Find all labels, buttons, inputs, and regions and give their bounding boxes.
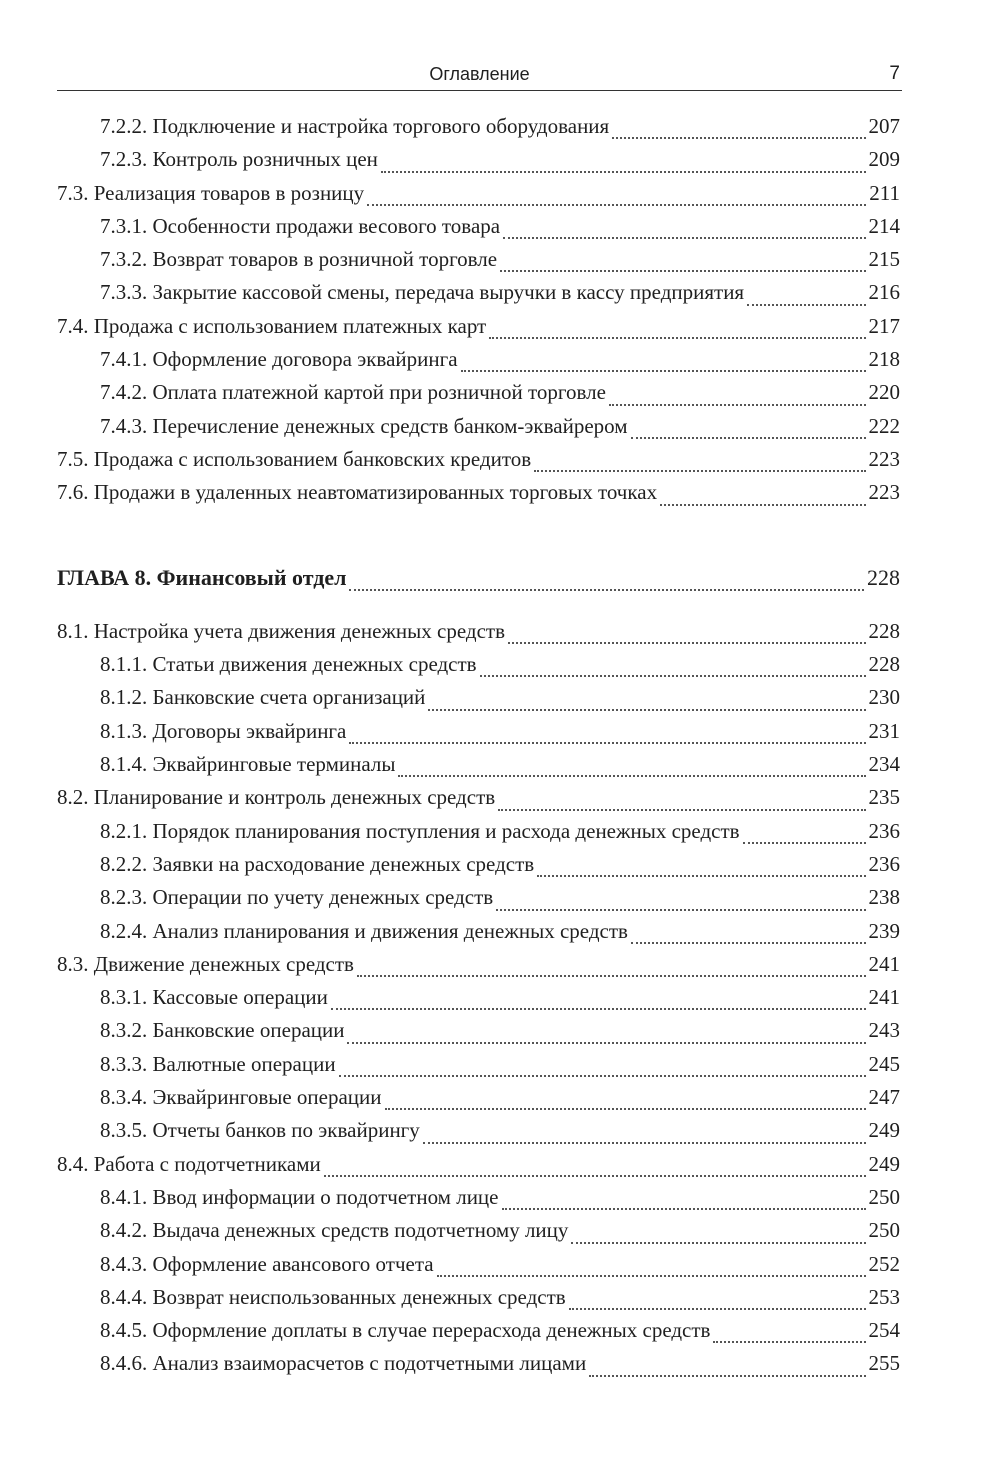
toc-entry-number: 7.6. xyxy=(57,480,89,505)
toc-entry-title xyxy=(100,144,378,174)
toc-entry-title xyxy=(100,411,628,441)
toc-entry-page: 234 xyxy=(868,752,900,777)
toc-entry[interactable] xyxy=(57,144,900,177)
toc-entry[interactable] xyxy=(57,477,900,510)
toc-entry[interactable] xyxy=(57,1182,900,1215)
toc-entry-title xyxy=(57,782,495,812)
toc-leader-dots xyxy=(612,117,865,139)
toc-entry[interactable] xyxy=(57,1115,900,1148)
toc-entry-page: 238 xyxy=(868,885,900,910)
toc-entry[interactable] xyxy=(57,244,900,277)
table-of-contents xyxy=(57,111,900,1382)
toc-entry-text: Ввод информации о подотчетном лице xyxy=(152,1184,499,1209)
toc-entry-number: 8.3.4. xyxy=(100,1085,148,1110)
toc-entry[interactable] xyxy=(57,211,900,244)
toc-entry-text: Эквайринговые операции xyxy=(152,1085,382,1110)
toc-entry-page: 228 xyxy=(868,652,900,677)
toc-leader-dots xyxy=(331,988,866,1010)
toc-entry-text: Подключение и настройка торгового оборудования xyxy=(152,114,610,138)
toc-entry-title xyxy=(100,649,477,679)
toc-leader-dots xyxy=(349,569,864,591)
toc-entry-page: 207 xyxy=(868,114,900,138)
toc-entry-number: 8.2.1. xyxy=(100,818,148,843)
toc-leader-dots xyxy=(743,822,866,844)
running-header xyxy=(57,60,902,91)
toc-entry-title xyxy=(100,1082,382,1112)
toc-entry-page: 247 xyxy=(868,1085,900,1110)
toc-entry-text: Продажа с использованием платежных карт xyxy=(93,313,487,338)
toc-entry-title xyxy=(57,444,531,474)
toc-entry-number: 7.3.3. xyxy=(100,280,148,305)
toc-entry-page: 245 xyxy=(868,1051,900,1076)
toc-entry-page: 223 xyxy=(868,446,900,471)
toc-entry-text: Возврат товаров в розничной торговле xyxy=(152,247,498,272)
toc-entry-text: Эквайринговые терминалы xyxy=(152,752,396,777)
toc-entry-number: 7.3. xyxy=(57,180,89,205)
toc-entry-title xyxy=(100,816,740,846)
toc-leader-dots xyxy=(571,1222,865,1244)
toc-entry-page: 230 xyxy=(868,685,900,710)
toc-leader-dots xyxy=(660,484,865,506)
toc-leader-dots xyxy=(713,1321,865,1343)
toc-entry-page: 222 xyxy=(868,413,900,438)
toc-entry[interactable] xyxy=(57,616,900,649)
toc-entry-title xyxy=(100,1215,568,1245)
toc-leader-dots xyxy=(385,1088,866,1110)
toc-entry[interactable] xyxy=(57,882,900,915)
toc-entry[interactable] xyxy=(57,749,900,782)
toc-entry[interactable] xyxy=(57,111,900,144)
toc-entry-title xyxy=(57,616,505,646)
toc-entry-page: 250 xyxy=(868,1184,900,1209)
header-title: Оглавление xyxy=(429,64,530,84)
toc-leader-dots xyxy=(357,955,866,977)
toc-leader-dots xyxy=(437,1255,866,1277)
toc-entry-text: Особенности продажи весового товара xyxy=(152,213,501,238)
toc-leader-dots xyxy=(589,1355,865,1377)
toc-entry-text: Банковские операции xyxy=(152,1018,345,1043)
toc-entry[interactable] xyxy=(57,311,900,344)
toc-section-7 xyxy=(57,111,900,511)
toc-leader-dots xyxy=(609,384,866,406)
toc-leader-dots xyxy=(502,1188,866,1210)
toc-leader-dots xyxy=(496,889,865,911)
toc-entry[interactable] xyxy=(57,1315,900,1348)
toc-entry-title xyxy=(100,377,606,407)
toc-entry-text: Продажа с использованием банковских кредитов xyxy=(93,446,532,471)
toc-entry-number: 8.3. xyxy=(57,951,89,976)
toc-entry-title xyxy=(100,1115,420,1145)
toc-entry-title xyxy=(100,849,534,879)
toc-entry-text: Выдача денежных средств подотчетному лицу xyxy=(152,1218,569,1243)
toc-entry-number: 7.4. xyxy=(57,313,89,338)
toc-leader-dots xyxy=(461,350,866,372)
toc-entry-title xyxy=(100,1015,344,1045)
toc-entry-number: 8.3.2. xyxy=(100,1018,148,1043)
toc-entry-text: Перечисление денежных средств банком-эквайрером xyxy=(152,413,628,438)
toc-entry-title xyxy=(100,244,497,274)
toc-entry[interactable] xyxy=(57,1249,900,1282)
toc-leader-dots xyxy=(508,622,866,644)
toc-entry-number: 7.3.2. xyxy=(100,247,148,272)
toc-entry-page: 254 xyxy=(868,1318,900,1343)
toc-entry-page: 252 xyxy=(868,1251,900,1276)
toc-leader-dots xyxy=(381,151,866,173)
toc-entry-page: 214 xyxy=(868,213,900,238)
toc-entry-text: Оформление договора эквайринга xyxy=(152,347,458,372)
toc-entry[interactable] xyxy=(57,649,900,682)
toc-entry-page: 253 xyxy=(868,1284,900,1309)
toc-entry[interactable] xyxy=(57,1015,900,1048)
toc-entry[interactable] xyxy=(57,344,900,377)
toc-entry-title xyxy=(57,1149,321,1179)
toc-entry-page: 255 xyxy=(868,1351,900,1376)
toc-leader-dots xyxy=(347,1022,865,1044)
toc-leader-dots xyxy=(428,689,865,711)
toc-entry-title xyxy=(57,311,486,341)
toc-leader-dots xyxy=(367,184,866,206)
toc-entry-title xyxy=(100,1315,710,1345)
toc-chapter-title: ГЛАВА 8. Финансовый отдел xyxy=(57,564,347,590)
toc-entry-page: 241 xyxy=(868,951,900,976)
toc-entry-number: 8.3.1. xyxy=(100,985,148,1010)
toc-entry-page: 241 xyxy=(868,985,900,1010)
toc-leader-dots xyxy=(503,217,865,239)
toc-entry[interactable] xyxy=(57,1082,900,1115)
toc-entry[interactable] xyxy=(57,716,900,749)
toc-entry-title xyxy=(100,682,425,712)
toc-entry-title xyxy=(100,344,458,374)
toc-leader-dots xyxy=(423,1122,866,1144)
toc-entry-title xyxy=(100,1348,586,1378)
toc-entry-text: Банковские счета организаций xyxy=(152,685,426,710)
toc-entry-title xyxy=(100,916,628,946)
toc-entry-page: 211 xyxy=(869,180,900,205)
toc-entry-title xyxy=(100,1282,566,1312)
toc-entry-page: 209 xyxy=(868,147,900,172)
toc-entry-page: 249 xyxy=(868,1151,900,1176)
toc-entry-number: 8.1.2. xyxy=(100,685,148,710)
toc-leader-dots xyxy=(747,284,865,306)
toc-entry[interactable] xyxy=(57,1215,900,1248)
toc-leader-dots xyxy=(324,1155,866,1177)
toc-entry-title xyxy=(100,982,328,1012)
toc-entry[interactable] xyxy=(57,1149,900,1182)
toc-entry-text: Настройка учета движения денежных средств xyxy=(93,618,505,643)
toc-entry-number: 7.4.1. xyxy=(100,347,148,372)
toc-entry-text: Порядок планирования поступления и расхода денежных средств xyxy=(152,818,740,843)
toc-leader-dots xyxy=(498,789,865,811)
toc-entry-title xyxy=(100,1249,434,1279)
toc-entry-number: 8.3.3. xyxy=(100,1051,148,1076)
toc-entry-page: 236 xyxy=(868,851,900,876)
toc-entry-text: Анализ взаиморасчетов с подотчетными лицами xyxy=(152,1351,587,1376)
toc-entry-text: Валютные операции xyxy=(152,1051,336,1076)
toc-leader-dots xyxy=(339,1055,866,1077)
toc-entry-number: 8.4. xyxy=(57,1151,89,1176)
toc-entry-text: Продажи в удаленных неавтоматизированных торговых точках xyxy=(93,480,658,505)
toc-entry-number: 8.3.5. xyxy=(100,1118,148,1143)
toc-entry-number: 8.4.5. xyxy=(100,1318,148,1343)
toc-entry-text: Планирование и контроль денежных средств xyxy=(93,785,496,810)
toc-entry-page: 235 xyxy=(868,785,900,810)
toc-entry-title xyxy=(57,477,657,507)
toc-chapter-page: 228 xyxy=(867,564,900,590)
toc-entry-title xyxy=(57,178,364,208)
toc-entry[interactable] xyxy=(57,277,900,310)
toc-entry-title xyxy=(100,211,500,241)
toc-entry[interactable] xyxy=(57,1049,900,1082)
toc-entry-text: Оформление доплаты в случае перерасхода денежных средств xyxy=(152,1318,711,1343)
toc-entry-number: 8.1. xyxy=(57,618,89,643)
toc-entry-page: 220 xyxy=(868,380,900,405)
toc-entry[interactable] xyxy=(57,849,900,882)
toc-entry-page: 223 xyxy=(868,480,900,505)
toc-entry-page: 243 xyxy=(868,1018,900,1043)
toc-entry-title xyxy=(100,1049,336,1079)
toc-entry-number: 8.2.4. xyxy=(100,918,148,943)
toc-leader-dots xyxy=(349,722,865,744)
header-page-number: 7 xyxy=(889,63,900,84)
toc-entry-number: 8.4.6. xyxy=(100,1351,148,1376)
toc-entry-number: 8.4.2. xyxy=(100,1218,148,1243)
toc-entry-number: 8.1.1. xyxy=(100,652,148,677)
toc-entry[interactable] xyxy=(57,377,900,410)
toc-entry-number: 8.2.2. xyxy=(100,851,148,876)
toc-entry-number: 8.4.3. xyxy=(100,1251,148,1276)
toc-leader-dots xyxy=(500,250,865,272)
toc-entry[interactable] xyxy=(57,444,900,477)
toc-leader-dots xyxy=(489,317,865,339)
toc-entry[interactable] xyxy=(57,816,900,849)
toc-entry-text: Контроль розничных цен xyxy=(152,147,378,172)
toc-entry-page: 249 xyxy=(868,1118,900,1143)
toc-chapter-entry[interactable] xyxy=(57,563,900,596)
toc-leader-dots xyxy=(631,922,866,944)
toc-entry[interactable] xyxy=(57,949,900,982)
toc-entry-text: Отчеты банков по эквайрингу xyxy=(152,1118,420,1143)
toc-leader-dots xyxy=(631,417,866,439)
toc-entry-page: 236 xyxy=(868,818,900,843)
toc-entry-text: Анализ планирования и движения денежных средств xyxy=(152,918,628,943)
toc-entry-text: Оплата платежной картой при розничной торговле xyxy=(152,380,606,405)
toc-entry-page: 217 xyxy=(868,313,900,338)
toc-entry-title xyxy=(100,749,395,779)
toc-entry-title xyxy=(57,949,354,979)
toc-entry-page: 239 xyxy=(868,918,900,943)
toc-entry-text: Возврат неиспользованных денежных средств xyxy=(152,1284,566,1309)
toc-entry-number: 8.1.4. xyxy=(100,752,148,777)
toc-entry-text: Закрытие кассовой смены, передача выручки в кассу предприятия xyxy=(152,280,745,305)
toc-entry-number: 8.2.3. xyxy=(100,885,148,910)
toc-entry-title xyxy=(100,111,609,141)
toc-entry-number: 7.4.2. xyxy=(100,380,148,405)
toc-entry-title xyxy=(100,716,346,746)
toc-entry-number: 8.1.3. xyxy=(100,718,148,743)
toc-entry[interactable] xyxy=(57,178,900,211)
toc-entry[interactable] xyxy=(57,411,900,444)
toc-entry-text: Договоры эквайринга xyxy=(152,718,347,743)
toc-entry-number: 7.2.2. xyxy=(100,114,148,138)
toc-entry-number: 7.3.1. xyxy=(100,213,148,238)
toc-entry-text: Операции по учету денежных средств xyxy=(152,885,494,910)
toc-entry-page: 231 xyxy=(868,718,900,743)
toc-entry-number: 8.2. xyxy=(57,785,89,810)
toc-entry-text: Статьи движения денежных средств xyxy=(152,652,477,677)
toc-entry-number: 7.4.3. xyxy=(100,413,148,438)
toc-entry-page: 216 xyxy=(868,280,900,305)
toc-entry-text: Кассовые операции xyxy=(152,985,328,1010)
toc-entry-page: 215 xyxy=(868,247,900,272)
toc-entry-text: Реализация товаров в розницу xyxy=(93,180,365,205)
toc-entry-title xyxy=(100,277,744,307)
toc-leader-dots xyxy=(534,450,865,472)
toc-entry-text: Оформление авансового отчета xyxy=(152,1251,434,1276)
toc-entry-text: Работа с подотчетниками xyxy=(93,1151,321,1176)
toc-entry[interactable] xyxy=(57,982,900,1015)
toc-entry[interactable] xyxy=(57,1282,900,1315)
toc-leader-dots xyxy=(480,655,866,677)
toc-entry[interactable] xyxy=(57,916,900,949)
toc-leader-dots xyxy=(537,855,865,877)
toc-entry-text: Движение денежных средств xyxy=(93,951,354,976)
toc-entry-number: 8.4.4. xyxy=(100,1284,148,1309)
toc-entry-title xyxy=(100,1182,499,1212)
toc-entry[interactable] xyxy=(57,782,900,815)
toc-entry-number: 7.5. xyxy=(57,446,89,471)
toc-leader-dots xyxy=(398,755,865,777)
toc-entry[interactable] xyxy=(57,682,900,715)
toc-entry-page: 250 xyxy=(868,1218,900,1243)
toc-entry[interactable] xyxy=(57,1348,900,1381)
toc-entry-number: 8.4.1. xyxy=(100,1184,148,1209)
toc-section-8 xyxy=(57,616,900,1382)
toc-entry-number: 7.2.3. xyxy=(100,147,148,172)
toc-entry-page: 228 xyxy=(868,618,900,643)
toc-entry-title xyxy=(100,882,493,912)
toc-entry-text: Заявки на расходование денежных средств xyxy=(152,851,535,876)
toc-entry-page: 218 xyxy=(868,347,900,372)
toc-leader-dots xyxy=(569,1288,866,1310)
